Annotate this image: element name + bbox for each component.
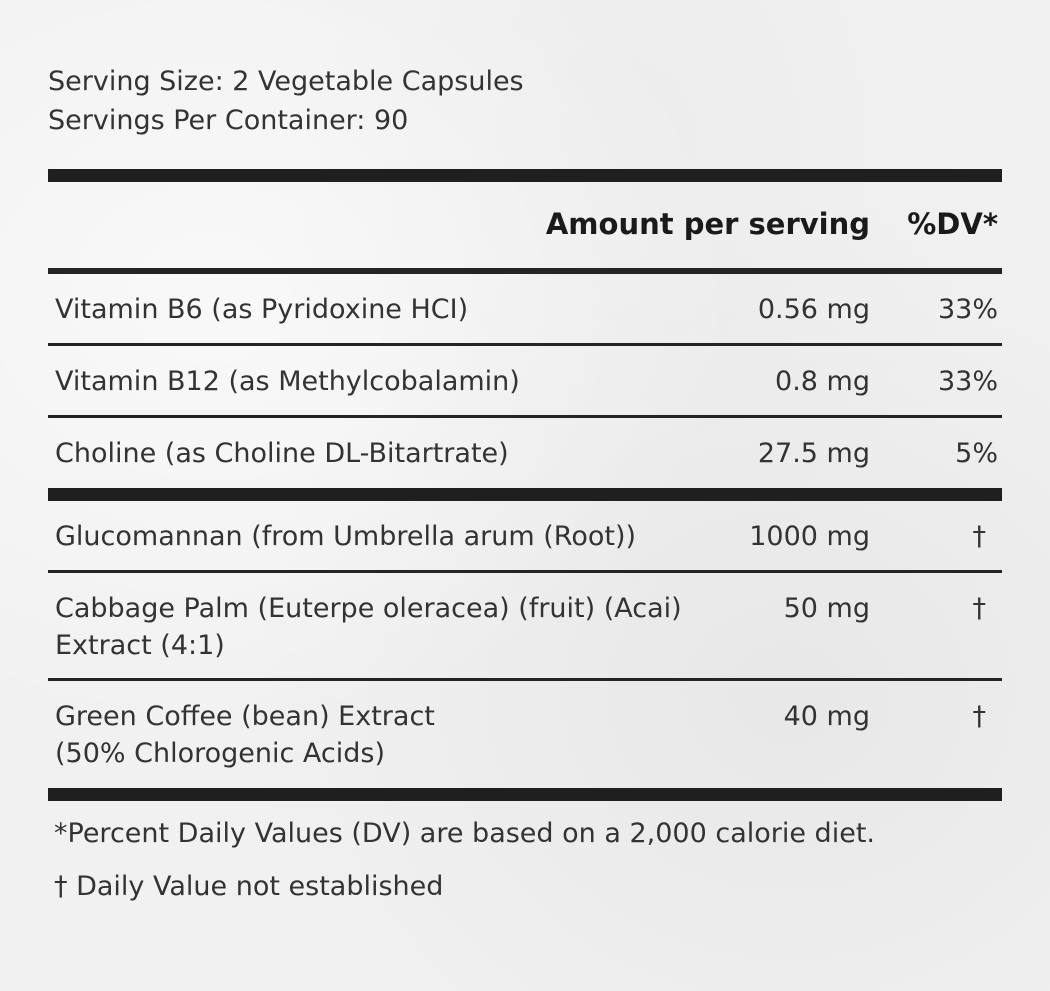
ingredient-dv: † bbox=[972, 521, 986, 552]
divider-row bbox=[48, 415, 1002, 418]
nutrient-amount: 27.5 mg bbox=[757, 438, 870, 469]
header-amount-per-serving: Amount per serving bbox=[545, 207, 870, 241]
divider-row bbox=[48, 678, 1002, 681]
nutrient-name: Vitamin B6 (as Pyridoxine HCI) bbox=[55, 294, 469, 325]
nutrient-amount: 0.8 mg bbox=[775, 366, 870, 397]
ingredient-dv: † bbox=[972, 701, 986, 732]
divider-header bbox=[48, 268, 1002, 274]
divider-thick-top bbox=[48, 169, 1002, 182]
serving-info bbox=[48, 62, 524, 140]
serving-size: Serving Size: 2 Vegetable Capsules bbox=[48, 66, 524, 97]
divider-row bbox=[48, 343, 1002, 346]
ingredient-name: Glucomannan (from Umbrella arum (Root)) bbox=[55, 521, 637, 552]
footnote-dagger: † Daily Value not established bbox=[54, 871, 444, 902]
ingredient-amount: 50 mg bbox=[783, 593, 870, 624]
ingredient-amount: 40 mg bbox=[783, 701, 870, 732]
nutrient-dv: 5% bbox=[955, 438, 998, 469]
nutrient-dv: 33% bbox=[937, 366, 998, 397]
footnote-daily-values: *Percent Daily Values (DV) are based on a 2,000 calorie diet. bbox=[54, 818, 875, 849]
ingredient-dv: † bbox=[972, 593, 986, 624]
ingredient-name-line1: Green Coffee (bean) Extract bbox=[55, 701, 435, 732]
ingredient-name-line2: (50% Chlorogenic Acids) bbox=[55, 738, 386, 769]
ingredient-name-line2: Extract (4:1) bbox=[55, 630, 225, 661]
ingredient-name-line1: Cabbage Palm (Euterpe oleracea) (fruit) (Acai) bbox=[55, 593, 682, 624]
servings-per-container: Servings Per Container: 90 bbox=[48, 105, 409, 136]
nutrient-dv: 33% bbox=[937, 294, 998, 325]
nutrient-name: Choline (as Choline DL-Bitartrate) bbox=[55, 438, 509, 469]
divider-thick-middle bbox=[48, 488, 1002, 501]
nutrient-name: Vitamin B12 (as Methylcobalamin) bbox=[55, 366, 520, 397]
nutrient-amount: 0.56 mg bbox=[757, 294, 870, 325]
divider-row bbox=[48, 570, 1002, 573]
header-daily-value: %DV* bbox=[907, 207, 998, 241]
divider-thick-bottom bbox=[48, 788, 1002, 801]
ingredient-amount: 1000 mg bbox=[749, 521, 870, 552]
